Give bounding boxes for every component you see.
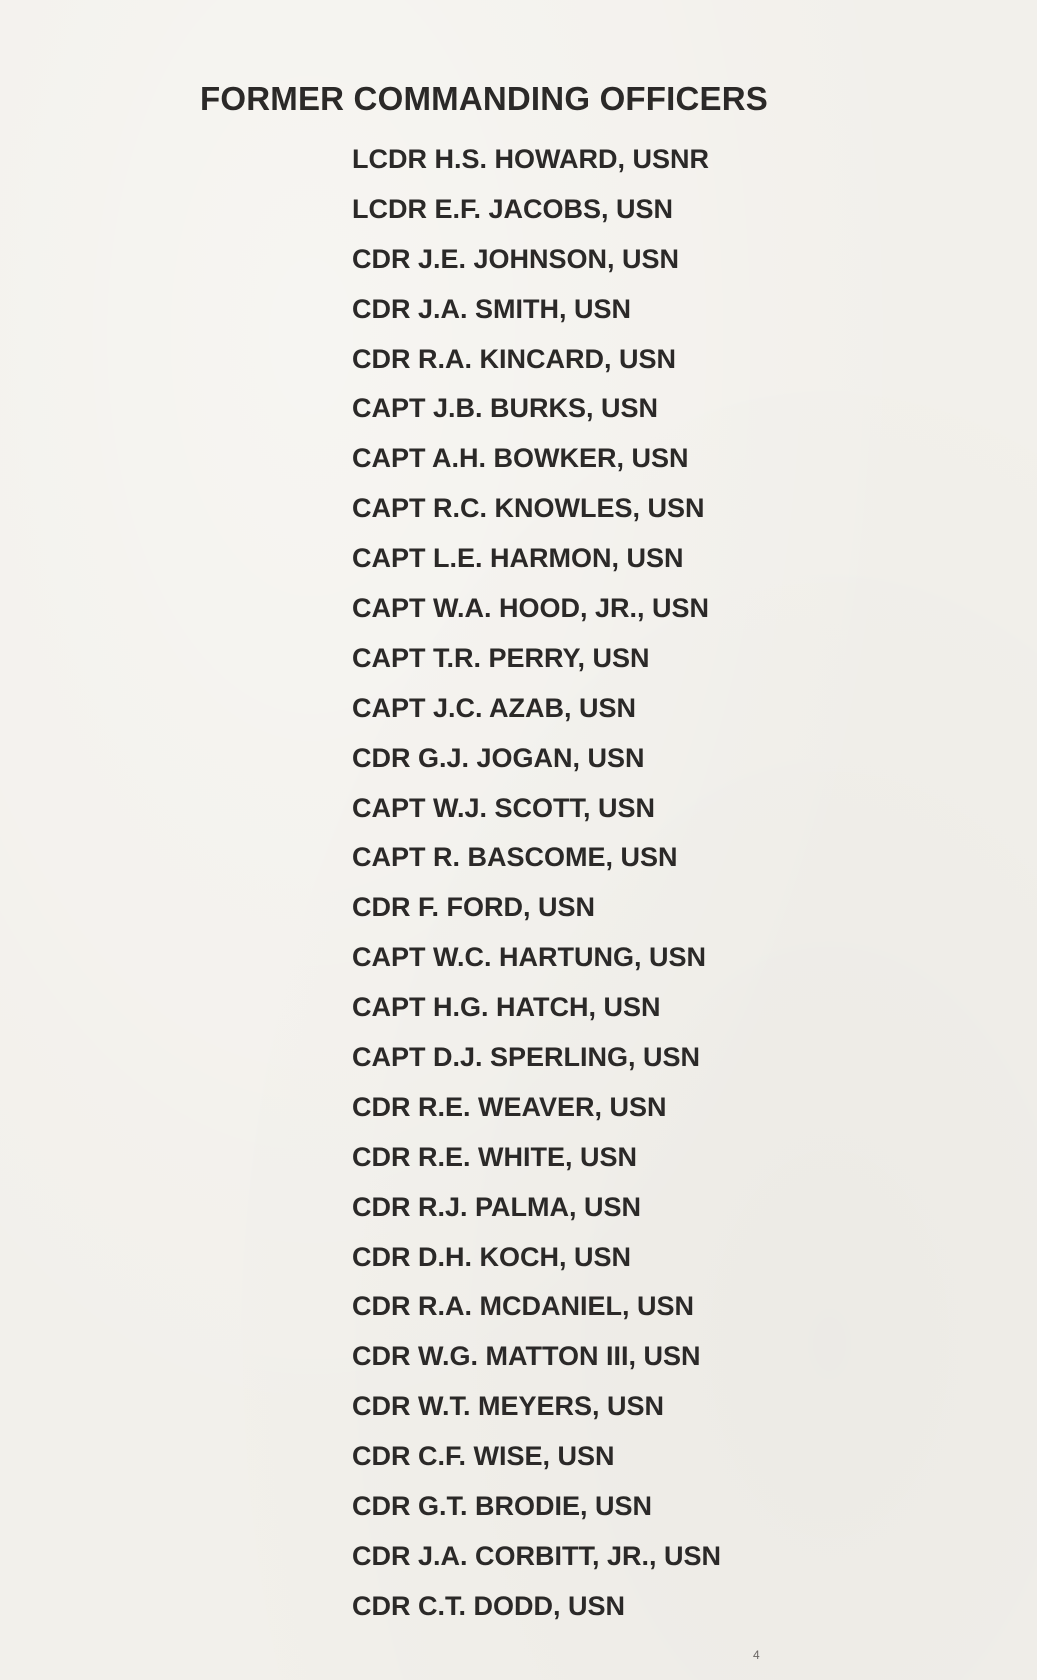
officer-entry-7: CAPT A.H. BOWKER, USN [352, 443, 689, 474]
officer-entry-26: CDR W.T. MEYERS, USN [352, 1391, 665, 1422]
officer-entry-18: CAPT H.G. HATCH, USN [352, 992, 661, 1023]
officer-entry-4: CDR J.A. SMITH, USN [352, 293, 632, 324]
officer-entry-14: CAPT W.J. SCOTT, USN [352, 792, 656, 823]
officer-entry-19: CAPT D.J. SPERLING, USN [352, 1042, 701, 1073]
officer-entry-13: CDR G.J. JOGAN, USN [352, 742, 645, 773]
officer-entry-22: CDR R.J. PALMA, USN [352, 1191, 642, 1222]
officer-entry-29: CDR J.A. CORBITT, JR., USN [352, 1540, 722, 1571]
officer-entry-3: CDR J.E. JOHNSON, USN [352, 243, 680, 274]
page-number: 4 [753, 1648, 760, 1662]
officer-entry-11: CAPT T.R. PERRY, USN [352, 642, 650, 673]
officer-entry-12: CAPT J.C. AZAB, USN [352, 692, 637, 723]
officer-entry-15: CAPT R. BASCOME, USN [352, 842, 678, 873]
officer-entry-9: CAPT L.E. HARMON, USN [352, 543, 684, 574]
officer-entry-1: LCDR H.S. HOWARD, USNR [352, 144, 709, 174]
officer-entry-2: LCDR E.F. JACOBS, USN [352, 193, 674, 224]
officer-entry-20: CDR R.E. WEAVER, USN [352, 1091, 667, 1122]
officer-entry-5: CDR R.A. KINCARD, USN [352, 343, 676, 374]
officer-entry-24: CDR R.A. MCDANIEL, USN [352, 1291, 694, 1322]
officer-entry-17: CAPT W.C. HARTUNG, USN [352, 942, 706, 973]
officer-entry-21: CDR R.E. WHITE, USN [352, 1141, 638, 1172]
officer-list [352, 135, 721, 1632]
officer-entry-16: CDR F. FORD, USN [352, 892, 595, 923]
officer-entry-23: CDR D.H. KOCH, USN [352, 1241, 632, 1272]
officer-entry-10: CAPT W.A. HOOD, JR., USN [352, 593, 710, 624]
officer-entry-28: CDR G.T. BRODIE, USN [352, 1491, 653, 1522]
officer-entry-8: CAPT R.C. KNOWLES, USN [352, 493, 705, 524]
officer-entry-30: CDR C.T. DODD, USN [352, 1590, 626, 1621]
officer-entry-27: CDR C.F. WISE, USN [352, 1441, 615, 1472]
officer-entry-25: CDR W.G. MATTON III, USN [352, 1341, 701, 1372]
page-title: FORMER COMMANDING OFFICERS [200, 80, 769, 117]
officer-entry-6: CAPT J.B. BURKS, USN [352, 393, 659, 424]
